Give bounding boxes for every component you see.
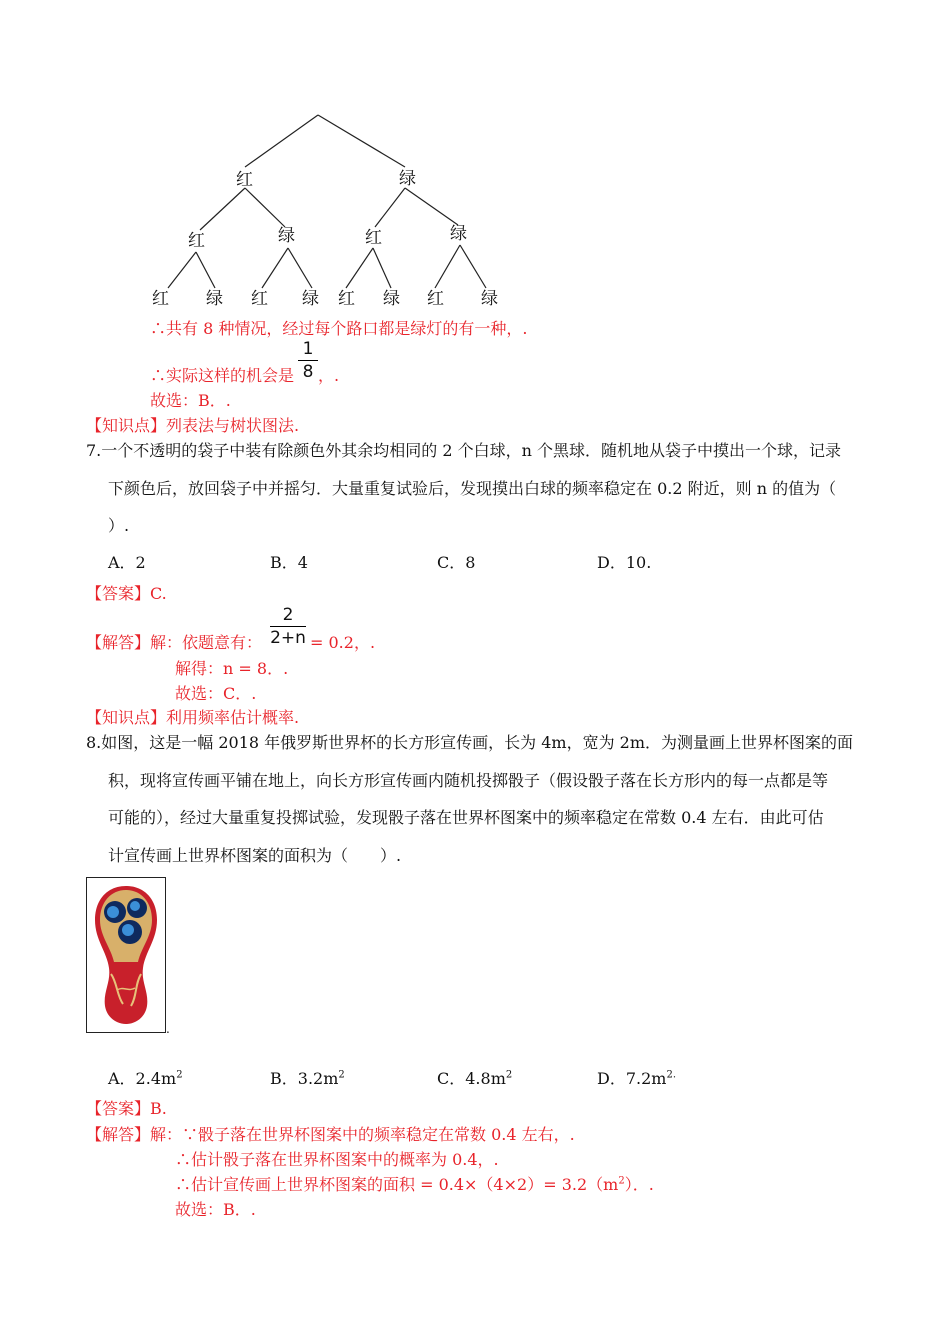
q8-option-a-label: A．2.4m <box>108 1069 177 1088</box>
tree-l2-0: 红 <box>188 231 205 251</box>
q8-option-a-exp: 2 <box>176 1069 183 1081</box>
q8-option-a <box>108 1066 183 1089</box>
tree-l3-1: 绿 <box>206 289 223 309</box>
q8-option-c <box>437 1066 512 1089</box>
tree-diagram <box>140 105 520 310</box>
world-cup-logo-image <box>86 877 166 1033</box>
q8-stem-4: 计宣传画上世界杯图案的面积为（ ）. <box>108 846 402 865</box>
q7-frac-den: 2+n <box>270 628 306 648</box>
q7-option-a: A．2 <box>108 553 146 572</box>
q7-choose: 故选：C．. <box>175 684 257 703</box>
world-cup-trophy-icon <box>87 878 165 1032</box>
q6-frac-num: 1 <box>302 339 314 359</box>
q8-option-b-exp: 2 <box>338 1069 345 1081</box>
tree-l3-2: 红 <box>251 289 268 309</box>
tree-l3-5: 绿 <box>383 289 400 309</box>
q6-line1: ∴共有 8 种情况，经过每个路口都是绿灯的有一种，. <box>150 319 528 338</box>
q7-option-c: C．8 <box>437 553 476 572</box>
q6-line2-suffix: ，. <box>318 366 340 385</box>
q6-choose: 故选：B．. <box>150 391 231 410</box>
q8-solution-1: 【解答】解：∵骰子落在世界杯图案中的频率稳定在常数 0.4 左右，. <box>86 1125 575 1144</box>
tree-l1-0: 红 <box>236 170 253 190</box>
q7-solution-prefix: 【解答】解：依题意有： <box>86 633 263 652</box>
tree-l3-6: 红 <box>427 289 444 309</box>
q6-fraction <box>298 340 318 381</box>
tree-l2-1: 绿 <box>278 226 295 246</box>
q8-choose: 故选：B．. <box>175 1200 256 1219</box>
q7-knowledge: 【知识点】利用频率估计概率. <box>86 708 300 727</box>
q8-solution-2: ∴估计骰子落在世界杯图案中的概率为 0.4，. <box>175 1150 499 1169</box>
q6-knowledge: 【知识点】列表法与树状图法. <box>86 416 300 435</box>
q7-solution-suffix: = 0.2，. <box>310 633 376 652</box>
q8-stem-2: 积，现将宣传画平铺在地上，向长方形宣传画内随机投掷骰子（假设骰子落在长方形内的每一点都是等 <box>108 771 829 790</box>
q7-answer: 【答案】C. <box>86 584 167 603</box>
q8-option-c-label: C．4.8m <box>437 1069 506 1088</box>
q8-option-c-exp: 2 <box>505 1069 513 1081</box>
q6-line2-prefix: ∴实际这样的机会是 <box>150 366 295 385</box>
tree-l3-0: 红 <box>152 289 169 309</box>
q7-option-b: B．4 <box>270 553 308 572</box>
q7-solve: 解得：n = 8．. <box>175 659 289 678</box>
q7-fraction <box>270 606 306 647</box>
q8-solution-3-prefix: ∴估计宣传画上世界杯图案的面积 = 0.4×（4×2）= 3.2（m <box>175 1175 619 1194</box>
q8-option-d-exp: 2. <box>666 1069 676 1081</box>
q8-solution-3 <box>175 1174 654 1196</box>
tree-l2-2: 红 <box>365 228 382 248</box>
tree-l2-3: 绿 <box>450 224 467 244</box>
q8-option-d <box>597 1066 676 1089</box>
tree-l1-1: 绿 <box>399 169 416 189</box>
q7-frac-num: 2 <box>282 605 294 625</box>
q7-stem-3: ）. <box>108 516 130 535</box>
tree-l3-7: 绿 <box>481 289 498 309</box>
q8-solution-3-exp: 2 <box>618 1175 625 1187</box>
q7-option-d: D．10. <box>597 553 652 572</box>
q8-option-b-label: B．3.2m <box>270 1069 339 1088</box>
q7-stem-2: 下颜色后，放回袋子中并摇匀．大量重复试验后，发现摸出白球的频率稳定在 0.2 附近，则 n 的值为（ <box>108 479 837 498</box>
q8-option-b <box>270 1066 345 1089</box>
tree-l3-4: 红 <box>338 289 355 309</box>
q8-stem-1: 8.如图，这是一幅 2018 年俄罗斯世界杯的长方形宣传画，长为 4m，宽为 2m．为测量画上世界杯图案的面 <box>86 733 854 752</box>
q8-solution-3-suffix: ）．. <box>624 1175 654 1194</box>
q6-frac-den: 8 <box>302 362 314 382</box>
q7-stem-1: 7.一个不透明的袋子中装有除颜色外其余均相同的 2 个白球，n 个黑球．随机地从袋子中摸出一个球，记录 <box>86 441 842 460</box>
q8-stem-3: 可能的），经过大量重复投掷试验，发现骰子落在世界杯图案中的频率稳定在常数 0.4 左右．由此可估 <box>108 808 824 827</box>
q8-option-d-label: D．7.2m <box>597 1069 667 1088</box>
tree-l3-3: 绿 <box>302 289 319 309</box>
q8-answer: 【答案】B. <box>86 1099 167 1118</box>
